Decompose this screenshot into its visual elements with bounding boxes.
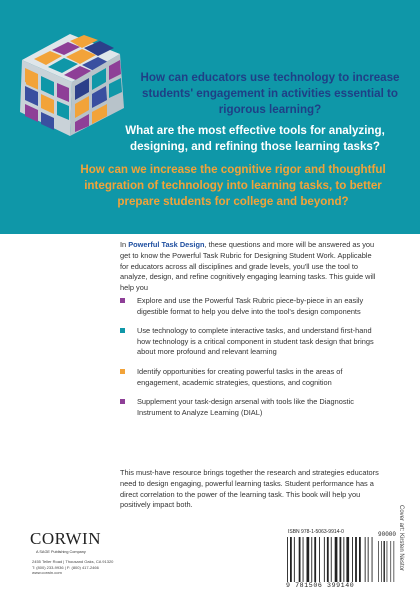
cover-art-credit: Cover art: Kirsten Nestor — [398, 505, 404, 572]
list-item-text: Supplement your task-design arsenal with tools like the Diagnostic Instrument to Analyze Learning (DIAL) — [137, 397, 354, 417]
list-item — [120, 367, 382, 388]
list-item-text: Identify opportunities for creating powerful tasks in the areas of engagement, academic strategies, questions, and cognition — [137, 366, 343, 387]
address-line: 2455 Teller Road | Thousand Oaks, CA 91320 — [32, 559, 114, 564]
bullet-square-icon — [120, 328, 125, 333]
closing-paragraph: This must-have resource brings together the research and strategies educators need to design engaging, powerful learning tasks. Student performance has a direct correlation to the power of the learning task. This book will help you positively impact both. — [120, 468, 379, 510]
barcode-number: 9 781506 399140 — [286, 582, 355, 589]
list-item — [120, 326, 382, 358]
publisher-tagline: A SAGE Publishing Company — [36, 550, 86, 554]
question-rigor: How can we increase the cognitive rigor and thoughtful integration of technology into learning tasks, to better prepare students for college and beyond? — [80, 163, 386, 208]
isbn-label: ISBN 978-1-5063-9914-0 — [288, 529, 344, 535]
benefits-list — [120, 296, 382, 427]
question-engagement: How can educators use technology to increase students' engagement in activities essential to rigorous learning? — [140, 71, 400, 116]
list-item-text: Explore and use the Powerful Task Rubric piece-by-piece in an easily digestible format to help you delve into the tool's design components — [137, 296, 364, 316]
list-item — [120, 296, 382, 317]
bullet-square-icon — [120, 298, 125, 303]
address-line: T: (800) 233-9936 | F: (800) 417-2466 — [32, 564, 99, 570]
list-item — [120, 397, 382, 418]
publisher-address — [32, 559, 152, 576]
publisher-name: CORWIN — [30, 529, 101, 548]
intro-prefix: In — [120, 240, 129, 249]
book-title: Powerful Task Design — [128, 240, 205, 249]
bullet-square-icon — [120, 369, 125, 374]
intro-text: , these questions and more will be answered as you get to know the Powerful Task Rubric for Designing Student Work. Applicable for educators across all disciplines and grade levels, you'll use the tool to analyze, design, and refine cognitively engaging learning tasks. This guide will help you — [120, 240, 376, 293]
list-item-text: Use technology to complete interactive tasks, and understand first-hand how technology is a critical component in student task design that brings about more profound and relevant learning — [137, 326, 374, 357]
bullet-square-icon — [120, 399, 125, 404]
question-tools: What are the most effective tools for analyzing, designing, and refining those learning tasks? — [125, 124, 385, 153]
price-code: 90000 — [378, 531, 397, 538]
corwin-logo — [30, 527, 112, 549]
intro-paragraph — [120, 240, 382, 294]
address-line: www.corwin.com — [32, 570, 62, 576]
rubiks-cube-icon — [12, 24, 132, 142]
